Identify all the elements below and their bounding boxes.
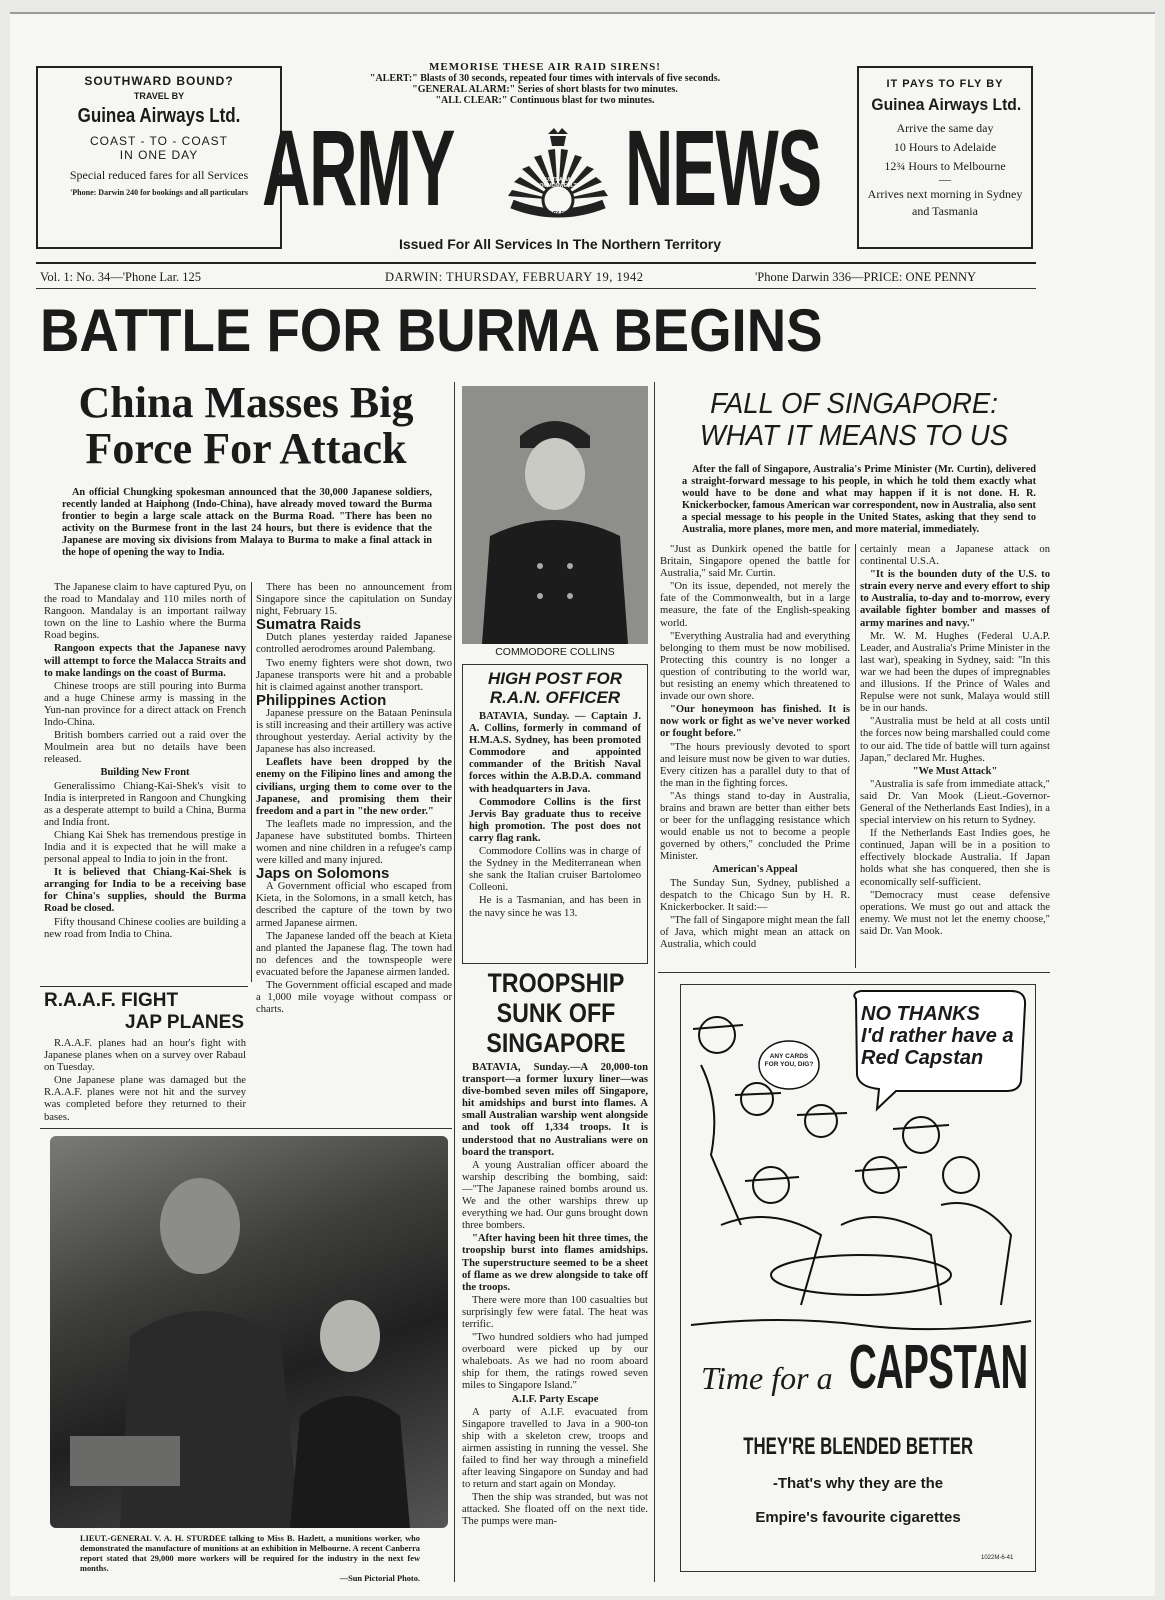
collins-p2: Commodore Collins is the first Jervis Bay graduate thus to receive high promotion. The post does not carry flag rank. [469,796,641,844]
singapore-p1: "Just as Dunkirk opened the battle for Britain, Singapore opened the battle for Australia," said Mr. Curtin. [660,544,850,580]
china-sub-philippines: Philippines Action [256,691,387,709]
collins-headline-line2: R.A.N. OFFICER [489,688,621,707]
capstan-code: 1022M-6-41 [981,1555,1014,1561]
left-airways-ad [36,66,282,249]
capstan-time-for-a: Time for a [701,1360,833,1396]
collins-story-box [462,664,648,964]
china-lead [62,487,432,560]
china-p7: It is believed that Chiang-Kai-Shek is arranging for India to be a receiving base for China's supplies, should the Burma Road be closed. [44,867,246,915]
raaf-headline [44,990,244,1034]
ad-line-fares: Special reduced fares for all Services [69,168,249,182]
china-sub-solomons: Japs on Solomons [256,865,390,883]
dateline-rule-top [36,262,1036,264]
troopship-p7: Then the ship was stranded, but was not attacked. She floated off on the next tide. The pumps were man- [462,1492,648,1528]
collins-headline-line1: HIGH POST FOR [487,669,623,688]
troopship-sub-aif: A.I.F. Party Escape [511,1393,599,1405]
capstan-bubble-line3: Red Capstan [861,1047,984,1069]
troopship-rule-right [654,382,655,1582]
singapore-p4: "Our honeymoon has finished. It is now work or fight as we've never worked or fought before." [660,704,850,740]
dateline-rule-bottom [36,288,1036,289]
sturdee-caption [80,1534,420,1584]
china-c2p2: Dutch planes yesterday raided Japanese controlled aerodromes around Palembang. [256,632,452,656]
singapore-p6: "As things stand to-day in Australia, brains and brawn are better than either bets or beer for the unflagging resistance which would enable us not to become a people governed by others," concluded the Prime Minister. [660,790,850,863]
capstan-bubble-text [861,1003,1027,1069]
masthead-word-army: ARMY [262,107,455,228]
sturdee-caption-credit: —Sun Pictorial Photo. [339,1574,420,1583]
collins-body [469,711,641,921]
collins-headline [469,669,641,707]
singapore-sub-american: American's Appeal [712,864,798,876]
china-sub-building: Building New Front [100,767,190,779]
dateline-date: DARWIN: THURSDAY, FEBRUARY 19, 1942 [385,270,644,284]
china-column-1 [44,582,246,982]
capstan-favourite: Empire's favourite cigarettes [755,1509,961,1526]
singapore-c2p7: "Democracy must cease defensive operations. We must go out and attack the enemy. We must not let the enemy choose," said Dr. Van Mook. [860,889,1050,937]
singapore-p8: "The fall of Singapore might mean the fall of Java, which might mean an attack on Australia, which could [660,914,850,950]
troopship-p1: BATAVIA, Sunday.—A 20,000-ton transport—a former luxury liner—was dive-bombed seven miles off Singapore, hit amidships and burst into flames. A small Australian warship went alongside and took off 1,334 troops. It is understood that no Australians were on board the transport. [462,1062,648,1158]
capstan-bubble-line2: I'd rather have a [861,1025,1014,1047]
china-p6: Chiang Kai Shek has tremendous prestige in India and it is expected that he will make a personal appeal to India to join in the front. [44,829,246,866]
newspaper-page [10,12,1155,1596]
china-column-rule [251,582,252,982]
singapore-c2p3: Mr. W. M. Hughes (Federal U.A.P. Leader, and Australia's Prime Minister in the last war), speaking in Sydney, said: "In this war we had been the dupes of impregnables and illusions. If the Prince of Wales and Repulse were not sunk, Malaya would still be in our hands. [860,630,1050,715]
masthead-tagline: Issued For All Services In The Northern Territory [398,236,722,252]
china-headline-line2: Force For Attack [85,424,407,473]
singapore-p2: "On its issue, depended, not merely the fate of the Commonwealth, but in a large measure, the fate of the English-speaking world. [660,581,850,629]
singapore-lead [682,464,1036,537]
raaf-p1: R.A.A.F. planes had an hour's fight with Japanese planes when on a survey over Rabaul on Tuesday. [44,1038,246,1074]
singapore-p7: The Sunday Sun, Sydney, published a despatch to the Chicago Sun by H. R. Knickerbocker. It said:— [660,877,850,913]
sturdee-photo-figures-icon [50,1136,448,1528]
ad-right-dash: — [939,172,951,186]
china-p4: British bombers carried out a raid over the Moulmein area but no details have been released. [44,730,246,766]
china-c2p3: Two enemy fighters were shot down, two Japanese transports were hit and a probable hit is claimed against another transport. [256,657,452,693]
sturdee-caption-text: LIEUT.-GENERAL V. A. H. STURDEE talking to Miss B. Hazlett, a munitions worker, who demonstrated the manufacture of munitions at an exhibition in Melbourne. A recent Canberra report stated that 29,000 more workers will be required for the industry in the next few months. [80,1534,420,1573]
china-c2p5: Leaflets have been dropped by the enemy on the Filipino lines and among the civilians, urging them to come over to the Japanese, and promising them their freedom and a part in "the new order." [256,757,452,817]
china-p3: Chinese troops are still pouring into Burma and a huge Chinese army is massing in the Yun-nan province for a direct attack on French Indo-China. [44,680,246,729]
ad-right-brand: Guinea Airways Ltd. [871,95,1022,114]
troopship-headline-line2: SUNK OFF [496,998,616,1028]
capstan-blended-text: THEY'RE BLENDED BETTER [743,1433,973,1460]
collins-p1: BATAVIA, Sunday. — Captain J. A. Collins, formerly in command of H.M.A.S. Sydney, has been promoted Commodore and appointed commander of the British Naval forces within the A.B.D.A. command with headquarters in Java. [469,711,641,795]
raaf-headline-line2: JAP PLANES [125,1012,244,1033]
troopship-p2: A young Australian officer aboard the warship describing the bombing, said:—"The Japanese rained bombs around us. We and the other warships threw up everything we had. Our guns brought down three bombers. [462,1159,648,1232]
ad-right-pays: IT PAYS TO FLY BY [886,78,1004,90]
raaf-rule-bottom [40,1128,452,1129]
ad-right-same-day: Arrive the same day [896,121,994,135]
china-c2p1: There has been no announcement from Singapore since the capitulation on Sunday night, February 15. [256,582,452,618]
singapore-c2p4: "Australia must be held at all costs until the forces now being marshalled could come to our aid. The tide of battle will turn against Japan," declared Mr. Hughes. [860,716,1050,764]
capstan-small-bubble: ANY CARDS FOR YOU, DIG? [764,1053,814,1068]
singapore-headline-line1: FALL OF SINGAPORE: [710,388,998,420]
sturdee-photo [50,1136,448,1528]
troopship-p4: There were more than 100 casualties but surprisingly few were fatal. The heat was terrific. [462,1294,648,1330]
raaf-rule-top [40,986,248,987]
china-headline-line1: China Masses Big [78,378,414,427]
air-raid-sirens-notice [340,62,750,106]
china-p1: The Japanese claim to have captured Pyu, on the road to Mandalay and 110 miles north of Rangoon. Mandalay is an important railway town on the line to Lashio where the Burma Road begins. [44,582,246,642]
ad-right-adelaide: 10 Hours to Adelaide [893,140,997,154]
ad-brand-guinea: Guinea Airways Ltd. [77,105,241,127]
ad-line-oneday: IN ONE DAY [119,148,199,162]
china-c2p7: A Government official who escaped from Kieta, in the Solomons, in a small ketch, has described the capture of the town by two armed Japanese airmen. [256,881,452,929]
china-c2p6: The leaflets made no impression, and the Japanese have substituted bombs. Thirteen women and nine children in a refugee's camp were killed and many injured. [256,818,452,867]
china-c2p8: The Japanese landed off the beach at Kieta and planted the Japanese flag. The town had no defences and the townspeople were evacuated before the Japanese airmen landed. [256,930,452,978]
china-p2: Rangoon expects that the Japanese navy will attempt to force the Malacca Straits and to make landings on the coast of Burma. [44,643,246,679]
china-c2p9: The Government official escaped and made a 1,000 mile voyage without compass or charts. [256,980,452,1016]
singapore-column-1 [660,544,850,968]
masthead-word-news: NEWS [625,107,821,228]
china-headline [40,380,452,472]
troopship-p5: "Two hundred soldiers who had jumped overboard were picked up by our whaleboats. As we had no room aboard ship for them, the ratings rowed seven miles to Singapore Island." [462,1332,648,1392]
singapore-c2p6: If the Netherlands East Indies goes, he continued, Japan will be in a position to effectively blockade Australia. If Japan holds what she has conquered, then she is economically self-sufficient. [860,828,1050,888]
commodore-collins-photo [462,386,648,644]
collins-photo-caption: COMMODORE COLLINS [495,646,615,658]
singapore-headline-line2: WHAT IT MEANS TO US [699,420,1009,452]
china-p5: Generalissimo Chiang-Kai-Shek's visit to India is interpreted in Rangoon and Chungking as a desperate attempt to build a China, Burma and India front. [44,780,246,828]
troopship-headline-line1: TROOPSHIP [487,968,625,998]
singapore-headline [668,388,1040,452]
capstan-why: -That's why they are the [772,1475,944,1492]
ad-right-melbourne: 12¾ Hours to Melbourne [884,159,1006,173]
china-p8: Fifty thousand Chinese coolies are building a new road from India to China. [44,916,246,940]
troopship-body [462,1062,648,1590]
dateline-price: 'Phone Darwin 336—PRICE: ONE PENNY [755,270,976,284]
singapore-p3: "Everything Australia had and everything belonging to them must be now mobilised. Protecting this country is no longer a question of contributing to the world war, but resisting an enemy which threatened to invade our own shore. [660,630,850,703]
collins-rule-left [454,382,455,1582]
collins-p3: Commodore Collins was in charge of the Sydney in the Mediterranean when she sank the Italian cruiser Bartolomeo Colleoni. [469,846,641,894]
singapore-sub-attack: "We Must Attack" [912,765,998,777]
singapore-rule-bottom [658,972,1050,973]
troopship-p6: A party of A.I.F. evacuated from Singapore travelled to Java in a 900-ton ship with a skeleton crew, troops and airmen assisting in running the vessel. She failed to find her way through a minefield after leaving Singapore on Sunday and had to return and start again on Monday. [462,1406,648,1491]
raaf-p2: One Japanese plane was damaged but the R.A.A.F. planes were not hit and the survey was completed before they returned to their bases. [44,1075,246,1123]
troopship-headline [472,968,641,1058]
commodore-collins-figure-icon [462,386,648,644]
ad-right-next-morning: Arrives next morning in Sydney and Tasmania [867,187,1023,218]
raaf-body [44,1038,246,1128]
china-column-2 [256,582,452,1122]
sirens-clear: "ALL CLEAR:" Continuous blast for two minutes. [435,95,655,106]
ad-line-southward: SOUTHWARD BOUND? [84,74,234,88]
main-headline: BATTLE FOR BURMA BEGINS [40,297,823,364]
rising-sun-badge-icon [498,126,618,222]
singapore-column-rule [855,544,856,968]
capstan-ad [680,984,1036,1572]
ad-line-coast: COAST - TO - COAST [89,134,229,148]
china-c2p4: Japanese pressure on the Bataan Peninsula is still increasing and their artillery was active throughout yesterday. Aerial activity by the Japanese has also increased. [256,707,452,756]
singapore-p5: "The hours previously devoted to sport and leisure must now be given to war duties. Every citizen has a parallel duty to that of the man in the fighting forces. [660,741,850,789]
capstan-bubble-line1: NO THANKS [861,1003,980,1025]
ad-line-phone: 'Phone: Darwin 240 for bookings and all particulars [70,188,248,197]
china-sub-sumatra: Sumatra Raids [256,616,362,634]
right-airways-ad [857,66,1033,249]
ad-line-travel: TRAVEL BY [133,91,185,101]
raaf-headline-line1: R.A.A.F. FIGHT [44,990,179,1011]
sirens-general: "GENERAL ALARM:" Series of short blasts for two minutes. [412,84,678,95]
troopship-p3: "After having been hit three times, the troopship burst into flames amidships. The superstructure seemed to be a sheet of flame as we drew alongside to take off the troops. [462,1233,648,1293]
badge-text-top: AUSTRALIAN COMMONWEALTH [535,177,581,189]
capstan-blended [681,1433,1035,1461]
capstan-brand: CAPSTAN [849,1333,1028,1402]
singapore-c2p1: certainly mean a Japanese attack on continental U.S.A. [860,544,1050,568]
sirens-alert: "ALERT:" Blasts of 30 seconds, repeated four times with intervals of five seconds. [369,73,721,84]
singapore-c2p2: "It is the bounden duty of the U.S. to strain every nerve and every effort to ship to Australia, to-day and to-morrow, every available fighter bomber and masses of army marines and navy." [860,569,1050,629]
singapore-c2p5: "Australia is safe from immediate attack," said Dr. Van Mook (Lieut.-Governor-General of the Netherlands East Indies), in a special interview on his return to Sydney. [860,778,1050,827]
troopship-headline-line3: SINGAPORE [486,1028,626,1058]
singapore-column-2 [860,544,1050,968]
badge-text-bottom: MILITARY FORCES [536,211,582,217]
singapore-lead-text: After the fall of Singapore, Australia's Prime Minister (Mr. Curtin), delivered a straight-forward message to his people, in which he told them exactly what would have to be done and what may happen if it is not done. H. R. Knickerbocker, famous American war correspondent, now in Australia, also sent a special message to his people in the United States, asking that they send to Australia, more planes, more men, and more material, immediately. [682,464,1036,535]
dateline-volume: Vol. 1: No. 34—'Phone Lar. 125 [40,270,202,284]
sirens-title: MEMORISE THESE AIR RAID SIRENS! [429,61,661,73]
collins-p4: He is a Tasmanian, and has been in the navy since he was 13. [469,895,641,919]
china-lead-text: An official Chungking spokesman announced that the 30,000 Japanese soldiers, recently landed at Haiphong (Indo-China), have already moved toward the Burma frontier to begin a large scale attack on the Burma Road. "There has been no activity on the Burmese front in the last 24 hours, but there is evidence that the Japanese are moving six divisions from Malaya to Burma to make a final attack in the hope of opening the way to India. [62,487,432,558]
